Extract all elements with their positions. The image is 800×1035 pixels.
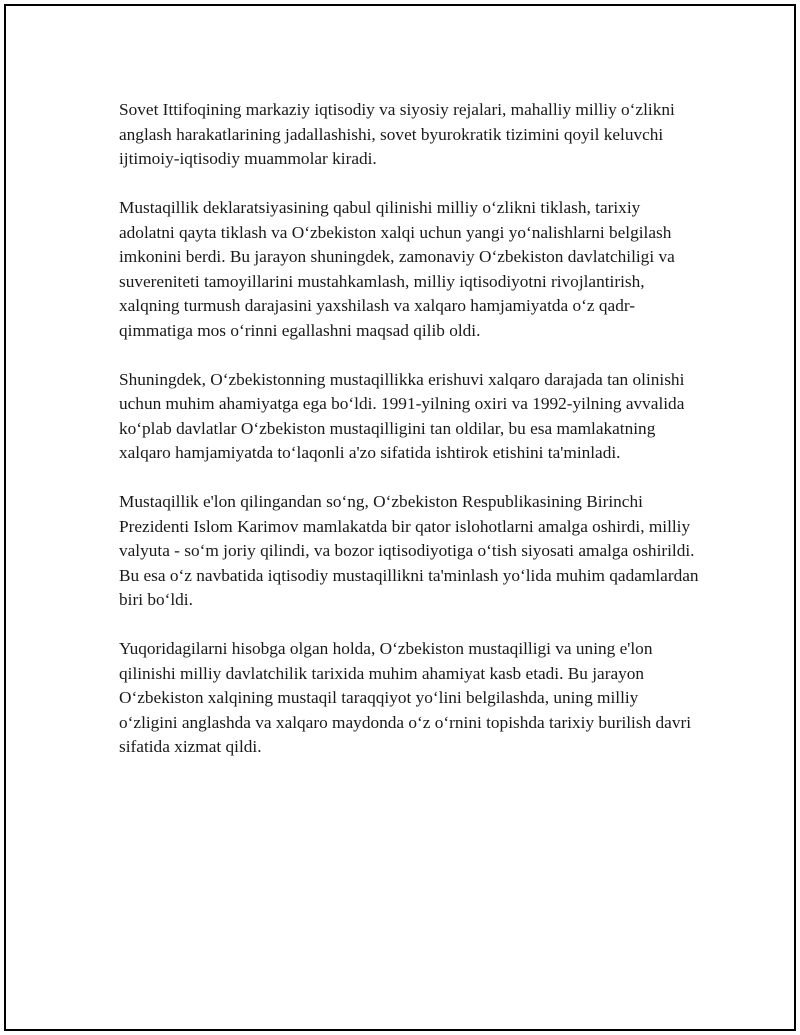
document-body	[119, 98, 699, 784]
document-page	[4, 4, 796, 1031]
paragraph-3: Shuningdek, O‘zbekistonning mustaqillikka erishuvi xalqaro darajada tan olinishi uchun muhim ahamiyatga ega bo‘ldi. 1991-yilning oxiri va 1992-yilning avvalida ko‘plab davlatlar O‘zbekiston mustaqilligini tan oldilar, bu esa mamlakatning xalqaro hamjamiyatda to‘laqonli a'zo sifatida ishtirok etishini ta'minladi.	[119, 369, 685, 462]
paragraph-1: Sovet Ittifoqining markaziy iqtisodiy va siyosiy rejalari, mahalliy milliy o‘zlikni anglash harakatlarining jadallashishi, sovet byurokratik tizimini qoyil keluvchi ijtimoiy-iqtisodiy muammolar kiradi.	[119, 100, 675, 168]
paragraph-4: Mustaqillik e'lon qilingandan so‘ng, O‘zbekiston Respublikasining Birinchi Prezidenti Islom Karimov mamlakatda bir qator islohotlarni amalga oshirdi, milliy valyuta - so‘m joriy qilindi, va bozor iqtisodiyotiga o‘tish siyosati amalga oshirildi. Bu esa o‘z navbatida iqtisodiy mustaqillikni ta'minlash yo‘lida muhim qadamlardan biri bo‘ldi.	[119, 492, 699, 609]
paragraph-5: Yuqoridagilarni hisobga olgan holda, O‘zbekiston mustaqilligi va uning e'lon qilinishi milliy davlatchilik tarixida muhim ahamiyat kasb etadi. Bu jarayon O‘zbekiston xalqining mustaqil taraqqiyot yo‘lini belgilashda, uning milliy o‘zligini anglashda va xalqaro maydonda o‘z o‘rnini topishda tarixiy burilish davri sifatida xizmat qildi.	[119, 639, 692, 756]
paragraph-2: Mustaqillik deklaratsiyasining qabul qilinishi milliy o‘zlikni tiklash, tarixiy adolatni qayta tiklash va O‘zbekiston xalqi uchun yangi yo‘nalishlarni belgilash imkonini berdi. Bu jarayon shuningdek, zamonaviy O‘zbekiston davlatchiligi va suvereniteti tamoyillarini mustahkamlash, milliy iqtisodiyotni rivojlantirish, xalqning turmush darajasini yaxshilash va xalqaro hamjamiyatda o‘z qadr-qimmatiga mos o‘rinni egallashni maqsad qilib oldi.	[119, 198, 675, 340]
